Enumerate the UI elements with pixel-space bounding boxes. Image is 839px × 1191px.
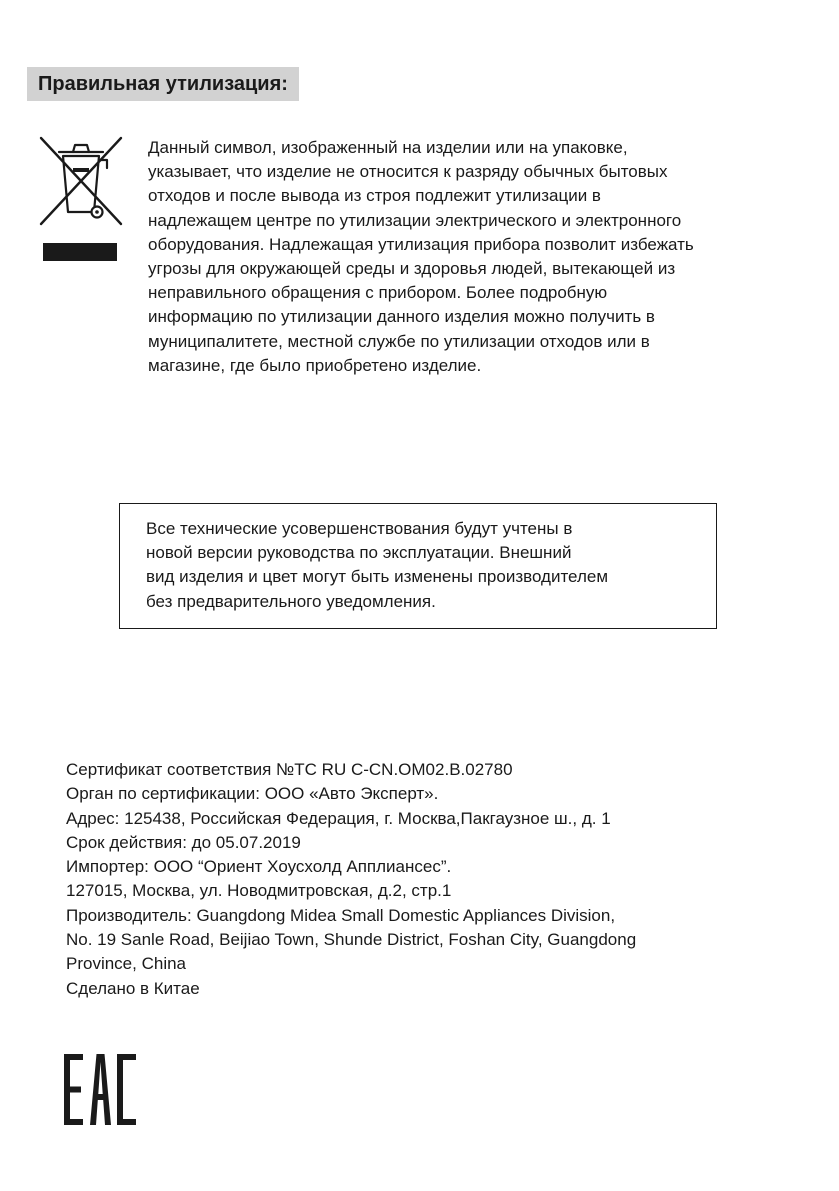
certification-address: Адрес: 125438, Российская Федерация, г. Москва,Пакгаузное ш., д. 1: [66, 808, 611, 828]
crossed-out-wheelie-bin-icon: [37, 136, 125, 226]
notice-box: [119, 503, 717, 629]
certification-body: Орган по сертификации: ООО «Авто Эксперт».: [66, 784, 439, 804]
certificate-number: Сертификат соответствия №ТС RU C-CN.OM02.B.02780: [66, 760, 513, 779]
section-heading: Правильная утилизация:: [27, 67, 299, 101]
certificate-block: [66, 758, 786, 1001]
certificate-validity: Срок действия: до 05.07.2019: [66, 832, 301, 852]
country-of-origin: Сделано в Китае: [66, 978, 200, 998]
importer: Импортер: ООО “Ориент Хоусхолд Апплиансес”.: [66, 857, 452, 877]
manufacturer-address-line-2: Province, China: [66, 954, 187, 974]
manufacturer-address-line-1: No. 19 Sanle Road, Beijiao Town, Shunde District, Foshan City, Guangdong: [66, 930, 637, 950]
notice-text: Все технические усовершенствования будут учтены в новой версии руководства по эксплуатации. Внешний вид изделия и цвет могут быть изменены производителем без предварительного уведомления.: [146, 519, 609, 611]
weee-underline-bar: [43, 243, 117, 261]
importer-address: 127015, Москва, ул. Новодмитровская, д.2, стр.1: [66, 881, 452, 901]
disposal-description: Данный символ, изображенный на изделии или на упаковке, указывает, что изделие не относится к разряду обычных бытовых отходов и после вывода из строя подлежит утилизации в надлежащем центре по утилизации электрического и электронного оборудования. Надлежащая утилизация прибора позволит избежать угрозы для окружающей среды и здоровья людей, вытекающей из неправильного обращения с прибором. Более подробную информацию по утилизации данного изделия можно получить в муниципалитете, местной службе по утилизации отходов или в магазине, где было приобретено изделие.: [148, 138, 694, 375]
manufacturer: Производитель: Guangdong Midea Small Domestic Appliances Division,: [66, 905, 616, 925]
eac-conformity-mark-icon: [64, 1054, 136, 1125]
